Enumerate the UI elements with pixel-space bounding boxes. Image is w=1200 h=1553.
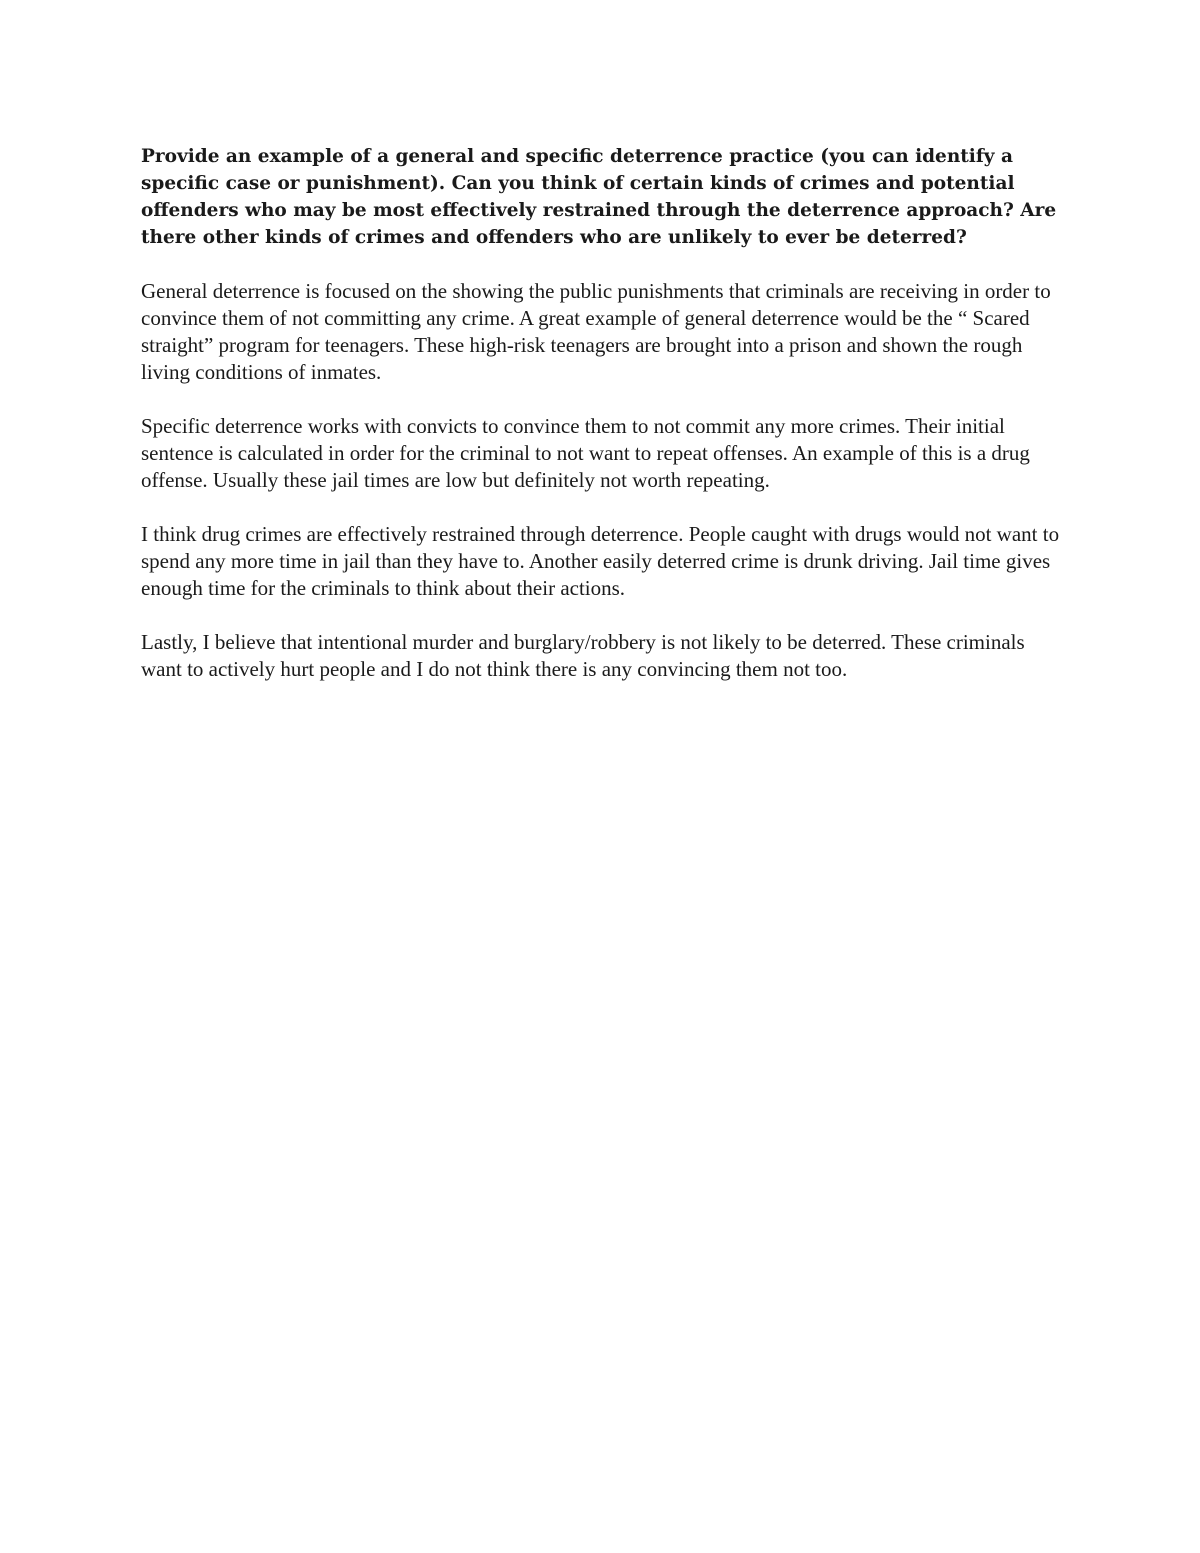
document-body (141, 143, 1066, 710)
paragraph-specific-deterrence: Specific deterrence works with convicts to convince them to not commit any more crimes. Their initial sentence is calculated in order for the criminal to not want to repeat offenses. An example of this is a drug offense. Usually these jail times are low but definitely not worth repeating. (141, 414, 1030, 492)
paragraph-deterred-crimes: I think drug crimes are effectively restrained through deterrence. People caught with drugs would not want to spend any more time in jail than they have to. Another easily deterred crime is drunk driving. Jail time gives enough time for the criminals to think about their actions. (141, 522, 1060, 600)
paragraph-general-deterrence: General deterrence is focused on the showing the public punishments that criminals are receiving in order to convince them of not committing any crime. A great example of general deterrence would be the “ Scared straight” program for teenagers. These high-risk teenagers are brought into a prison and shown the rough living conditions of inmates. (141, 279, 1051, 384)
paragraph-undeterred-crimes: Lastly, I believe that intentional murder and burglary/robbery is not likely to be deterred. These criminals want to actively hurt people and I do not think there is any convincing them not too. (141, 630, 1025, 681)
question-prompt: Provide an example of a general and specific deterrence practice (you can identify a specific case or punishment). Can you think of certain kinds of crimes and potential offenders who may be most effectively restrained through the deterrence approach? Are there other kinds of crimes and offenders who are unlikely to ever be deterred? (141, 146, 1057, 248)
